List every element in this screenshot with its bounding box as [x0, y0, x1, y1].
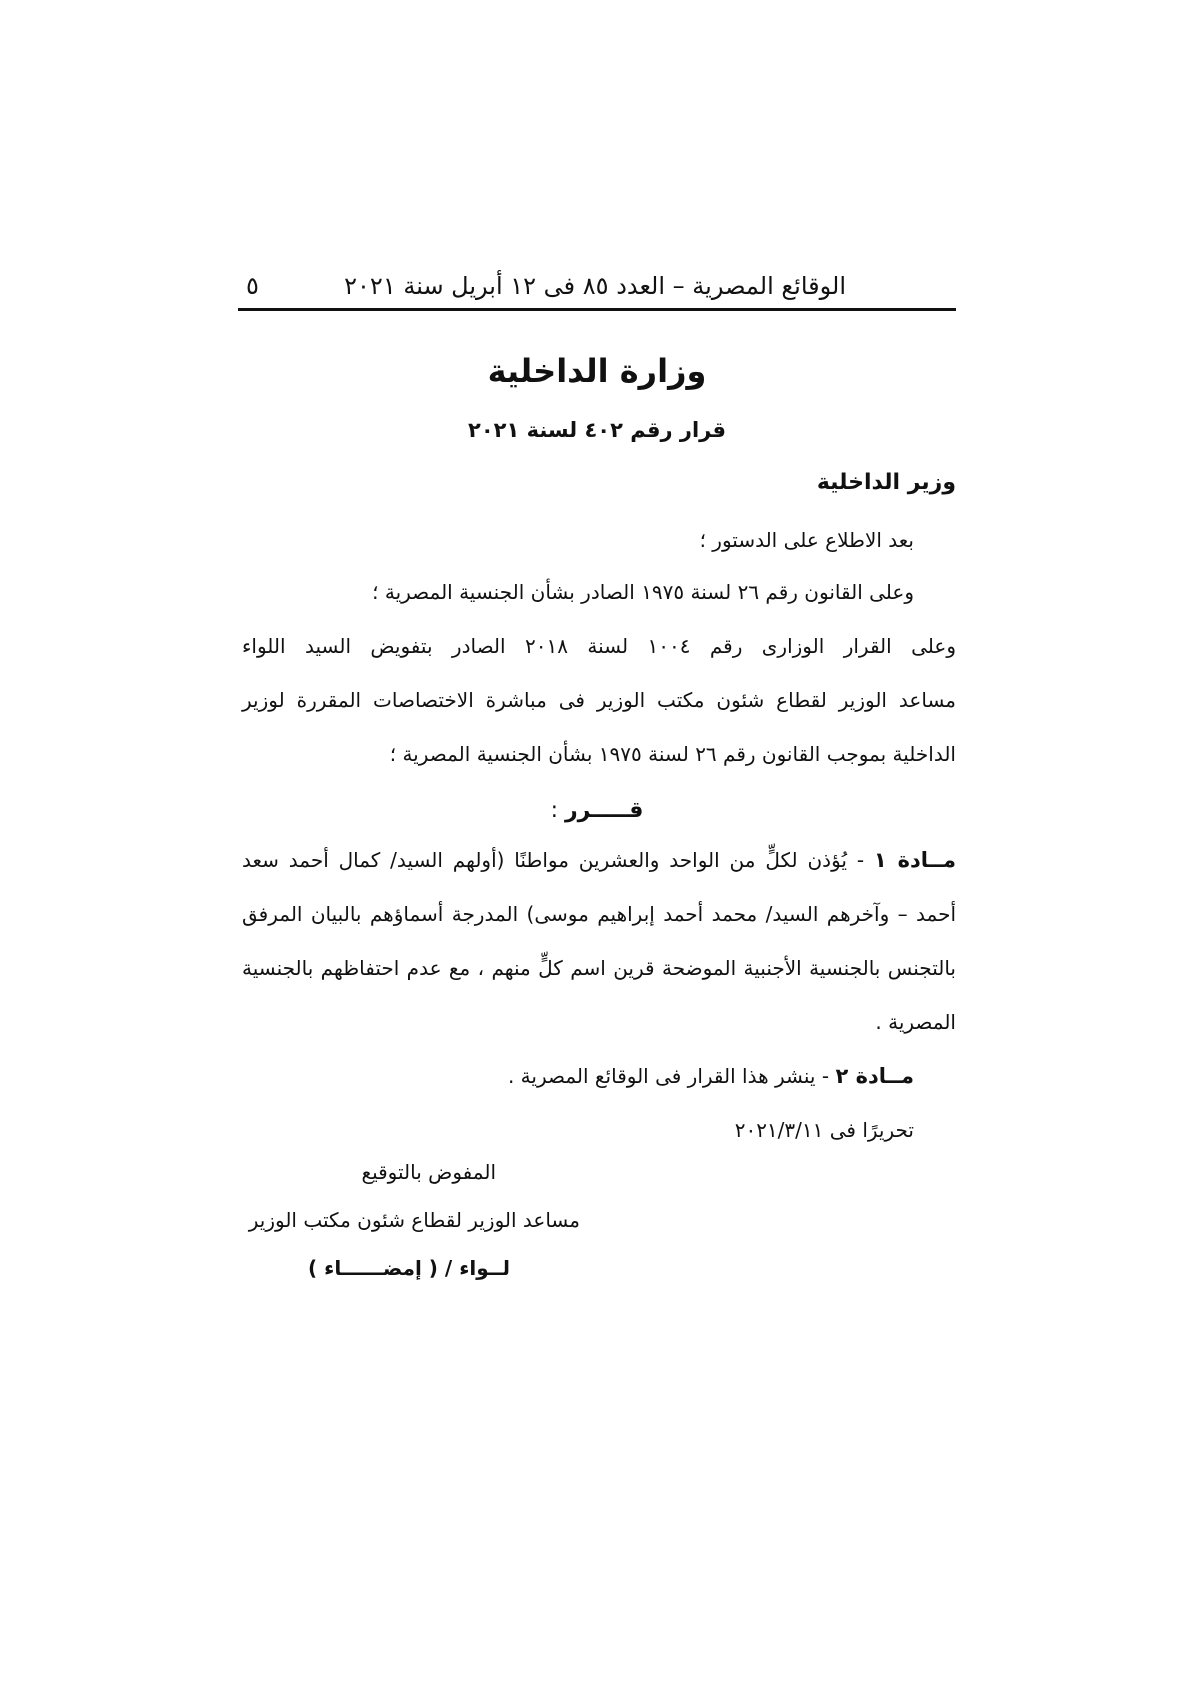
decided-word: قـــــرر — [565, 798, 644, 823]
article-1-label: مــادة ١ — [873, 848, 956, 872]
signature-rank: لــواء — [459, 1256, 510, 1280]
article-2-text: - ينشر هذا القرار فى الوقائع المصرية . — [507, 1064, 836, 1088]
preamble-line: بعد الاطلاع على الدستور ؛ — [699, 528, 914, 552]
page-number: ٥ — [246, 272, 259, 300]
decided-colon: : — [550, 798, 566, 823]
decided-heading — [238, 798, 956, 823]
decree-number: قرار رقم ٤٠٢ لسنة ٢٠٢١ — [468, 418, 726, 442]
publication-title: الوقائع المصرية – العدد ٨٥ فى ١٢ أبريل سنة ٢٠٢١ — [344, 272, 846, 300]
signature-block — [308, 1256, 510, 1280]
signature-mark: / ( إمضــــــاء ) — [308, 1256, 460, 1280]
issuer-heading: وزير الداخلية — [816, 470, 956, 495]
preamble-line: وعلى القرار الوزارى رقم ١٠٠٤ لسنة ٢٠١٨ الصادر بتفويض السيد اللواء — [242, 634, 956, 658]
ministry-title: وزارة الداخلية — [487, 352, 707, 390]
article-1-line — [242, 848, 956, 872]
running-header — [238, 268, 956, 311]
preamble-line: الداخلية بموجب القانون رقم ٢٦ لسنة ١٩٧٥ بشأن الجنسية المصرية ؛ — [389, 742, 956, 766]
article-2-label: مــادة ٢ — [835, 1064, 914, 1088]
signature-title: مساعد الوزير لقطاع شئون مكتب الوزير — [248, 1208, 580, 1232]
article-1-line: المصرية . — [875, 1010, 956, 1034]
article-2-line — [508, 1064, 914, 1088]
article-1-line: بالتجنس بالجنسية الأجنبية الموضحة قرين اسم كلٍّ منهم ، مع عدم احتفاظهم بالجنسية — [242, 956, 956, 980]
preamble-line: مساعد الوزير لقطاع شئون مكتب الوزير فى مباشرة الاختصاصات المقررة لوزير — [242, 688, 956, 712]
signature-delegation: المفوض بالتوقيع — [361, 1160, 496, 1184]
preamble-line: وعلى القانون رقم ٢٦ لسنة ١٩٧٥ الصادر بشأن الجنسية المصرية ؛ — [372, 580, 914, 604]
article-1-line: أحمد – وآخرهم السيد/ محمد أحمد إبراهيم موسى) المدرجة أسماؤهم بالبيان المرفق — [242, 902, 956, 926]
date-line: تحريرًا فى ٢٠٢١/٣/١١ — [734, 1118, 914, 1142]
article-1-text: - يُؤذن لكلٍّ من الواحد والعشرين مواطنًا (أولهم السيد/ كمال أحمد سعد — [242, 848, 874, 872]
